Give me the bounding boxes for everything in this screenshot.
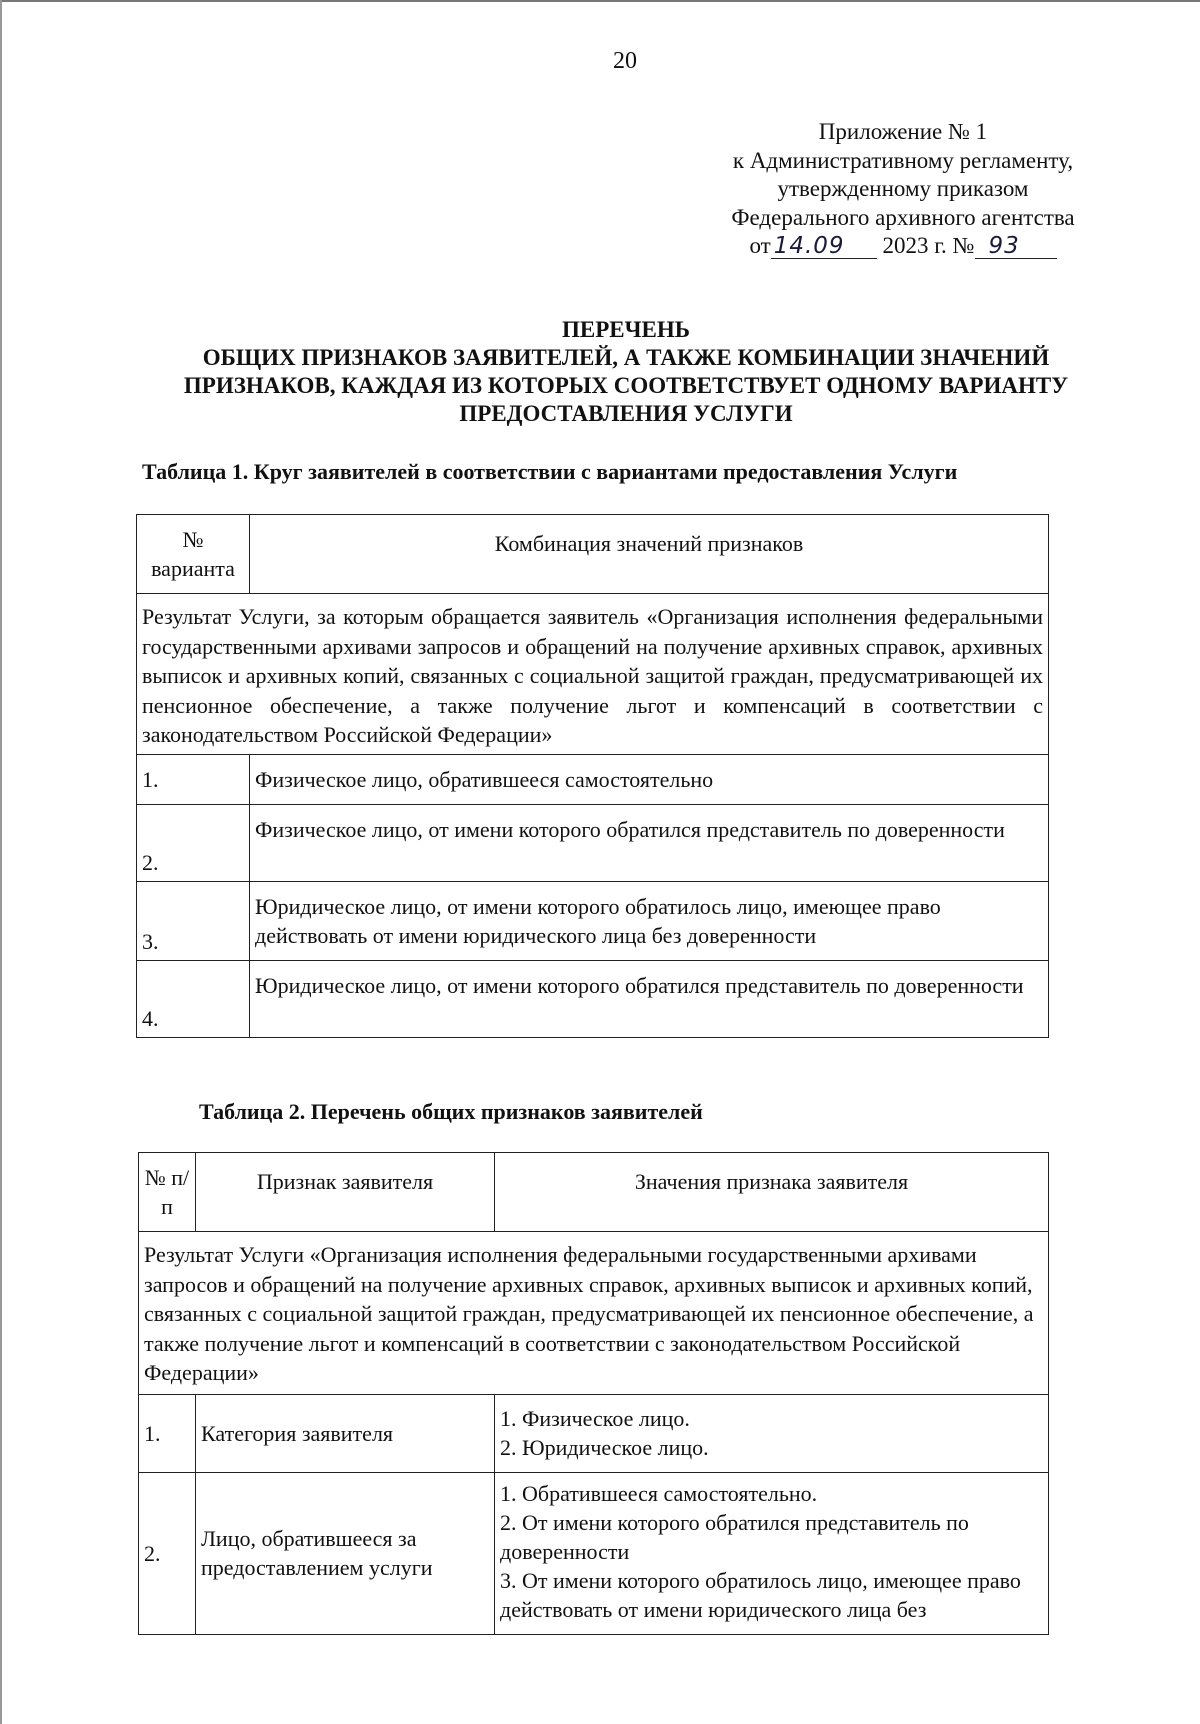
table1-row-1-text: Физическое лицо, обратившееся самостоятельно	[250, 754, 1049, 804]
table-row	[139, 1394, 1049, 1472]
title-line-4: ПРЕДОСТАВЛЕНИЯ УСЛУГИ	[459, 401, 793, 426]
table2-row-2-value-3: 3. От имени которого обратилось лицо, имеющее право действовать от имени юридического лица без	[500, 1567, 1021, 1622]
table2-result-text: Результат Услуги «Организация исполнения федеральными государственными архивами запросов и обращений на получение архивных справок, архивных выписок и архивных копий, связанных с социальной защитой граждан, предусматривающей их пенсионное обеспечение, а также получение льгот и компенсаций в соответствии с законодательством Российской Федерации»	[139, 1232, 1049, 1395]
table2-row-2-sign: Лицо, обратившееся за предоставлением услуги	[196, 1472, 495, 1634]
applicant-signs-table	[138, 1152, 1049, 1635]
title-line-3: ПРИЗНАКОВ, КАЖДАЯ ИЗ КОТОРЫХ СООТВЕТСТВУЕТ ОДНОМУ ВАРИАНТУ	[183, 373, 1069, 398]
table2-row-1-sign: Категория заявителя	[196, 1394, 495, 1472]
table2-row-1-num: 1.	[139, 1394, 196, 1472]
table1-header-row	[137, 515, 1049, 594]
table2-row-1-values	[495, 1394, 1049, 1472]
page-number: 20	[613, 48, 637, 74]
table2-row-2-values	[495, 1472, 1049, 1634]
table1-caption: Таблица 1. Круг заявителей в соответствии с вариантами предоставления Услуги	[142, 459, 958, 484]
table1-row-2-num: 2.	[137, 804, 250, 881]
table1-header-combo: Комбинация значений признаков	[250, 515, 1049, 594]
table2-header-sign: Признак заявителя	[196, 1153, 495, 1232]
table2-row-2-value-1: 1. Обратившееся самостоятельно.	[500, 1480, 818, 1506]
table-row	[139, 1472, 1049, 1634]
table2-header-num: № п/п	[139, 1153, 196, 1232]
table2-row-2-value-2: 2. От имени которого обратился представитель по доверенности	[500, 1509, 969, 1564]
appendix-date-line	[700, 232, 1106, 261]
table2-row-2-num: 2.	[139, 1472, 196, 1634]
table2-header-values: Значения признака заявителя	[495, 1153, 1049, 1232]
table1-row-3-num: 3.	[137, 881, 250, 960]
appendix-line-2: к Административному регламенту,	[732, 147, 1074, 173]
date-prefix: от	[749, 233, 771, 258]
table-row	[137, 804, 1049, 881]
table1-row-3-text: Юридическое лицо, от имени которого обратилось лицо, имеющее право действовать от имени юридического лица без доверенности	[250, 881, 1049, 960]
document-title	[130, 316, 1122, 428]
table1-result-row	[137, 594, 1049, 755]
scan-border-top	[0, 0, 1200, 2]
handwritten-date: 14.09	[771, 234, 877, 259]
table2-row-1-value-1: 1. Физическое лицо.	[500, 1406, 690, 1431]
title-line-1: ПЕРЕЧЕНЬ	[562, 317, 690, 342]
table1-row-1-num: 1.	[137, 754, 250, 804]
table2-row-1-value-2: 2. Юридическое лицо.	[500, 1435, 709, 1460]
table1-row-4-num: 4.	[137, 960, 250, 1037]
table-row	[137, 960, 1049, 1037]
handwritten-order-number: 93	[975, 234, 1057, 259]
appendix-block	[700, 118, 1106, 261]
date-year: 2023 г. №	[882, 233, 975, 258]
applicants-variants-table	[136, 514, 1049, 1038]
table-row	[137, 881, 1049, 960]
table-row	[137, 754, 1049, 804]
table2-header-row	[139, 1153, 1049, 1232]
appendix-line-1: Приложение № 1	[818, 119, 988, 144]
table1-row-2-text: Физическое лицо, от имени которого обратился представитель по доверенности	[250, 804, 1049, 881]
title-line-2: ОБЩИХ ПРИЗНАКОВ ЗАЯВИТЕЛЕЙ, А ТАКЖЕ КОМБИНАЦИИ ЗНАЧЕНИЙ	[202, 345, 1050, 370]
appendix-line-3: утвержденному приказом	[777, 176, 1029, 201]
table2-caption: Таблица 2. Перечень общих признаков заявителей	[199, 1099, 703, 1124]
table1-row-4-text: Юридическое лицо, от имени которого обратился представитель по доверенности	[250, 960, 1049, 1037]
table1-result-text: Результат Услуги, за которым обращается заявитель «Организация исполнения федеральными государственными архивами запросов и обращений на получение архивных справок, архивных выписок и архивных копий, связанных с социальной защитой граждан, предусматривающей их пенсионное обеспечение, а также получение льгот и компенсаций в соответствии с законодательством Российской Федерации»	[137, 594, 1049, 755]
scan-border-left	[0, 0, 2, 1724]
appendix-line-4: Федерального архивного агентства	[731, 204, 1075, 230]
table1-header-num: № варианта	[137, 515, 250, 594]
table2-result-row	[139, 1232, 1049, 1395]
